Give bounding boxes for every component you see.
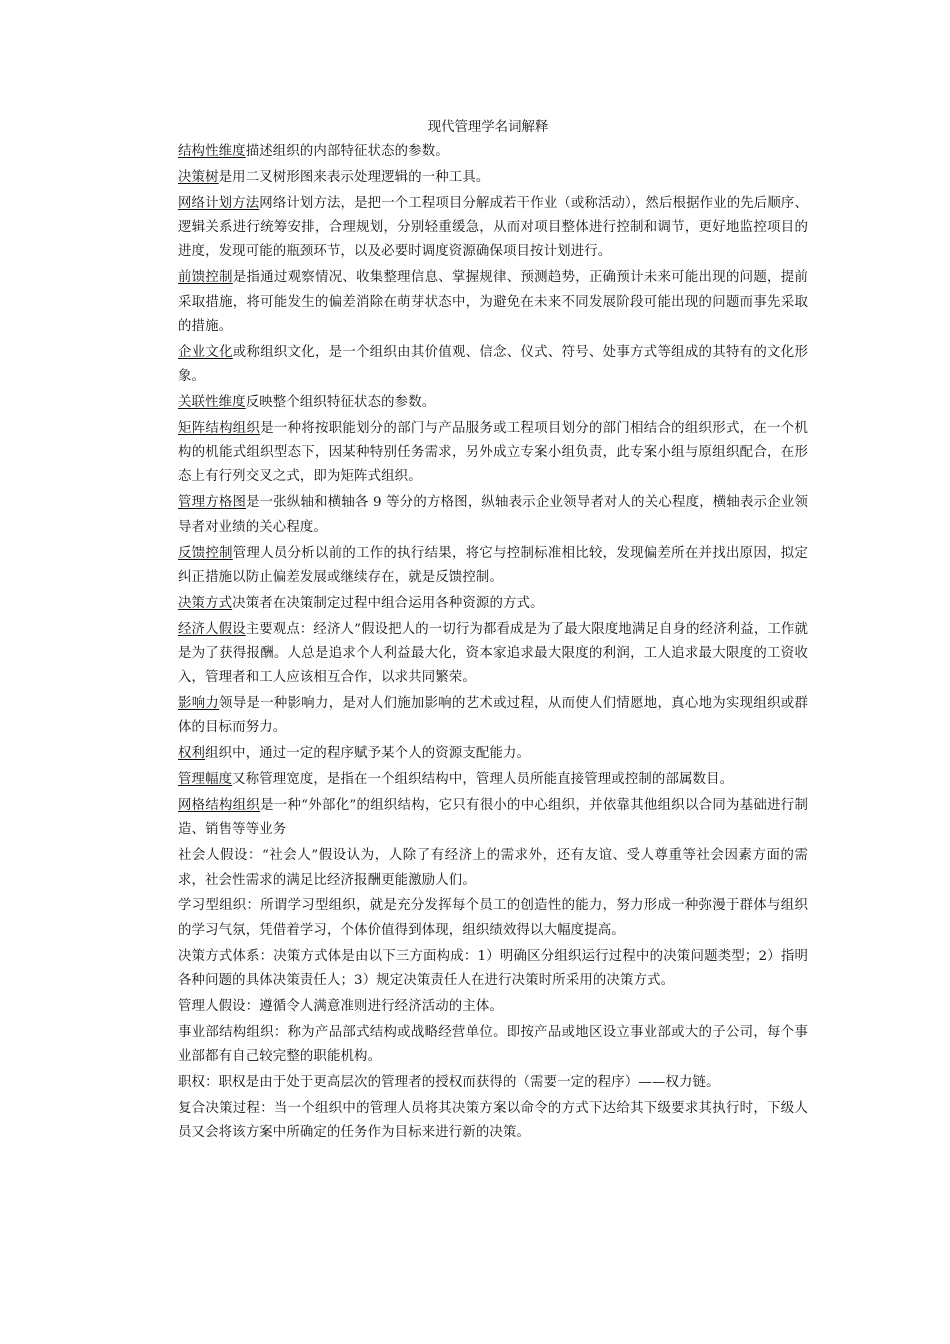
term-label: 经济人假设 (178, 621, 246, 637)
definition-text: 管理人员分析以前的工作的执行结果，将它与控制标准相比较，发现偏差所在并找出原因，拟定纠正措施以防止偏差发展或继续存在，就是反馈控制。 (178, 545, 808, 585)
definition-text: 事业部结构组织：称为产品部式结构或战略经营单位。即按产品或地区设立事业部或大的子公司，每个事业部都有自己较完整的职能机构。 (178, 1024, 808, 1064)
document-page (178, 116, 808, 1147)
term-label: 管理方格图 (178, 495, 247, 511)
definition-text: 是一种将按职能划分的部门与产品服务或工程项目划分的部门相结合的组织形式，在一个机构的机能式组织型态下，因某种特别任务需求，另外成立专案小组负责，此专案小组与原组织配合，在形态上有行列交叉之式，即为矩阵式组织。 (178, 420, 808, 485)
definition-entry (178, 417, 808, 490)
definition-entry (178, 1021, 808, 1070)
definition-text: 决策方式体系：决策方式体是由以下三方面构成：1）明确区分组织运行过程中的决策问题类型；2）指明各种问题的具体决策责任人；3）规定决策责任人在进行决策时所采用的决策方式。 (178, 948, 808, 988)
definition-text: 是一张纵轴和横轴各 9 等分的方格图，纵轴表示企业领导者对人的关心程度，横轴表示企业领导者对业绩的关心程度。 (178, 495, 809, 535)
definition-entry (178, 742, 808, 766)
definition-entry (178, 945, 808, 994)
definition-entry (178, 341, 808, 390)
definition-text: 又称管理宽度，是指在一个组织结构中，管理人员所能直接管理或控制的部属数目。 (232, 772, 734, 788)
term-label: 反馈控制 (178, 545, 233, 561)
term-label: 网格结构组织 (178, 798, 261, 814)
definition-text: 领导是一种影响力，是对人们施加影响的艺术或过程，从而使人们情愿地，真心地为实现组织或群体的目标而努力。 (178, 696, 809, 736)
definition-entry (178, 542, 808, 591)
definition-entry (178, 266, 808, 339)
definition-entry (178, 391, 808, 415)
definition-entry (178, 192, 808, 265)
definition-text: 是指通过观察情况、收集整理信息、掌握规律、预测趋势，正确预计未来可能出现的问题，提前采取措施，将可能发生的偏差消除在萌芽状态中，为避免在未来不同发展阶段可能出现的问题而事先采取的措施。 (178, 270, 808, 334)
definition-text: 描述组织的内部特征状态的参数。 (245, 144, 449, 159)
definition-text: 职权：职权是由于处于更高层次的管理者的授权而获得的（需要一定的程序）——权力链。 (178, 1074, 720, 1090)
definition-text: 主要观点：经济人”假设把人的一切行为都看成是为了最大限度地满足自身的经济利益，工作就是为了获得报酬。人总是追求个人利益最大化，资本家追求最大限度的利润，工人追求最大限度的工资收入，管理者和工人应该相互合作，以求共同繁荣。 (178, 621, 808, 686)
term-label: 矩阵结构组织 (178, 420, 261, 436)
definition-entry (178, 592, 808, 616)
definition-entry (178, 491, 808, 540)
document-title: 现代管理学名词解释 (427, 120, 549, 135)
definition-text: 学习型组织：所谓学习型组织，就是充分发挥每个员工的创造性的能力，努力形成一种弥漫于群体与组织的学习气氛，凭借着学习，个体价值得到体现，组织绩效得以大幅度提高。 (178, 898, 808, 938)
term-label: 决策方式 (178, 595, 233, 611)
definition-entry (178, 618, 808, 691)
definition-entry (178, 894, 808, 943)
definition-text: 是一种“外部化”的组织结构，它只有很小的中心组织，并依靠其他组织以合同为基础进行制造、销售等等业务 (178, 798, 808, 838)
term-label: 关联性维度 (178, 394, 246, 410)
definition-text: 决策者在决策制定过程中组合运用各种资源的方式。 (232, 595, 544, 611)
definition-text: 组织中，通过一定的程序赋予某个人的资源支配能力。 (205, 746, 531, 762)
definition-text: 或称组织文化，是一个组织由其价值观、信念、仪式、符号、处事方式等组成的其特有的文化形象。 (178, 344, 808, 385)
definition-entry (178, 768, 808, 792)
definition-text: 管理人假设：遵循令人满意准则进行经济活动的主体。 (178, 998, 503, 1014)
definition-text: 社会人假设：“社会人”假设认为，人除了有经济上的需求外，还有友谊、受人尊重等社会因素方面的需求，社会性需求的满足比经济报酬更能激励人们。 (178, 848, 808, 888)
term-label: 企业文化 (178, 344, 233, 360)
definition-entry (178, 140, 808, 164)
definition-text: 网络计划方法，是把一个工程项目分解成若干作业（或称活动），然后根据作业的先后顺序、逻辑关系进行统筹安排，合理规划，分别轻重缓急，从而对项目整体进行控制和调节，更好地监控项目的进度，发现可能的瓶颈环节，以及必要时调度资源确保项目按计划进行。 (178, 195, 808, 260)
definition-entry (178, 794, 808, 843)
definition-entry (178, 166, 808, 190)
term-label: 决策树 (178, 169, 219, 185)
term-label: 前馈控制 (178, 270, 233, 286)
definition-entry (178, 844, 808, 893)
term-label: 影响力 (178, 696, 220, 712)
definition-entry (178, 1071, 808, 1095)
term-label: 权利 (178, 746, 206, 762)
term-label: 网络计划方法 (178, 195, 260, 211)
definition-text: 反映整个组织特征状态的参数。 (245, 394, 436, 410)
term-label: 管理幅度 (178, 772, 233, 788)
definition-entry (178, 995, 808, 1019)
definition-entry (178, 1097, 808, 1146)
entry-list (178, 140, 808, 1145)
definition-entry (178, 692, 808, 741)
definition-text: 复合决策过程：当一个组织中的管理人员将其决策方案以命令的方式下达给其下级要求其执行时，下级人员又会将该方案中所确定的任务作为目标来进行新的决策。 (178, 1100, 808, 1141)
definition-text: 是用二叉树形图来表示处理逻辑的一种工具。 (218, 169, 490, 185)
term-label: 结构性维度 (178, 144, 246, 159)
